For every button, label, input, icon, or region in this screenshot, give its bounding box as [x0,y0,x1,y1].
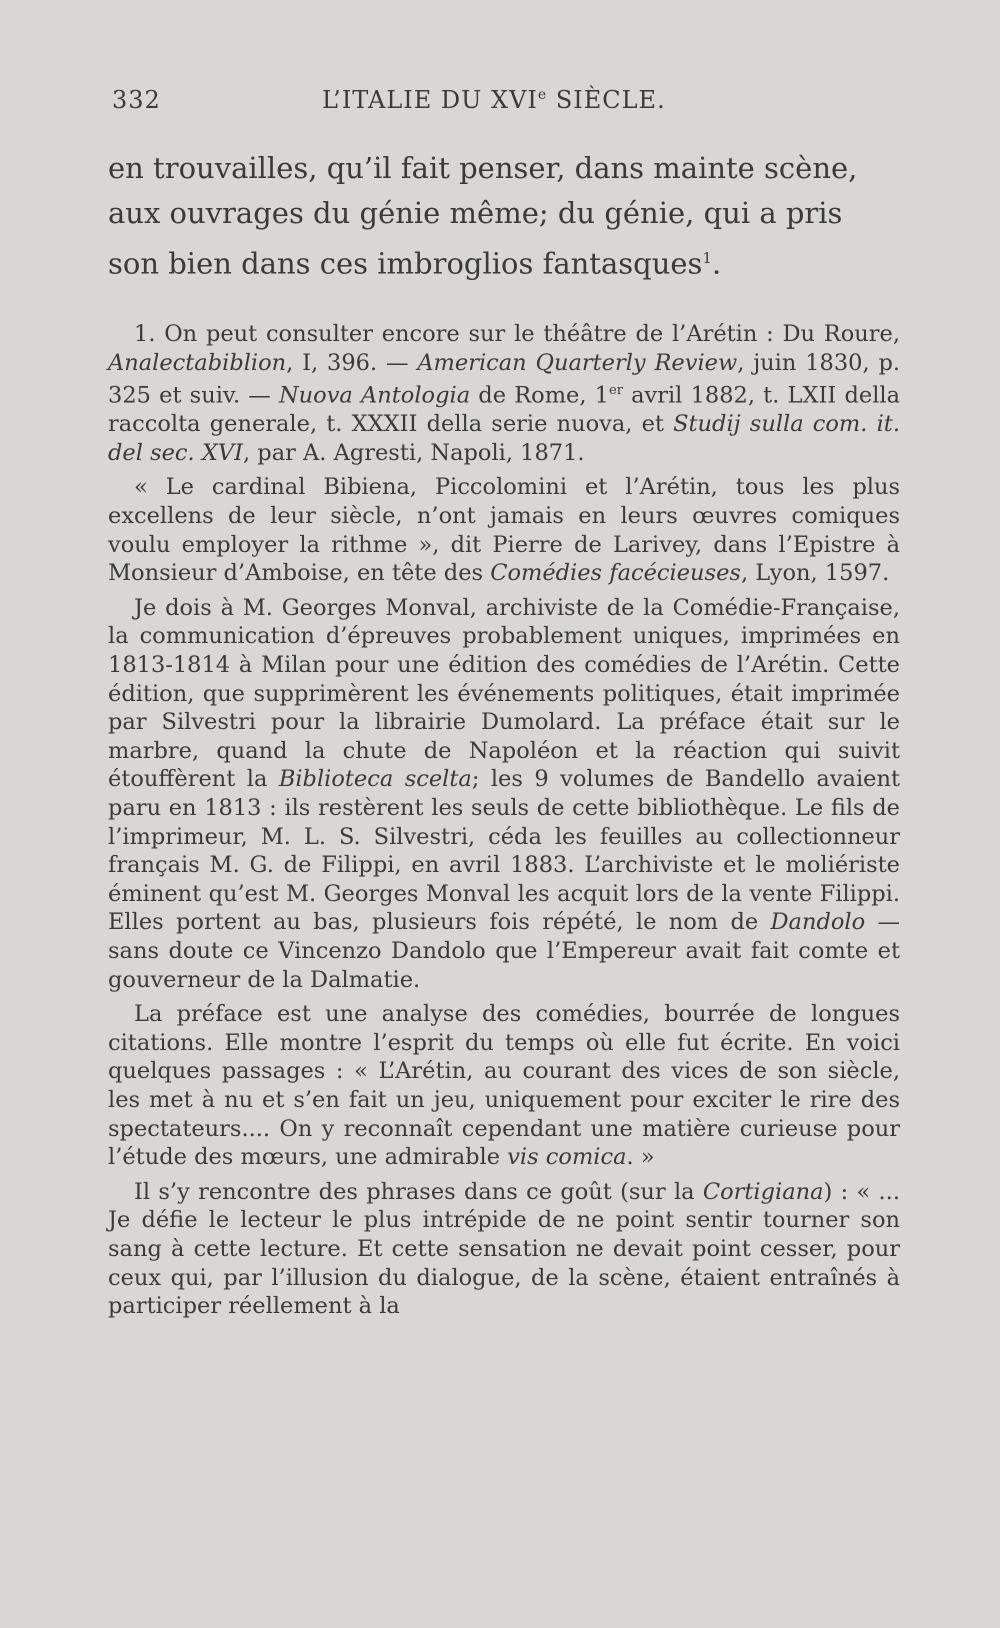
main-text-line: son bien dans ces imbroglios fantasques$^1$. [108,246,722,281]
note-paragraph-preface: La préface est une analyse des comédies, bourrée de longues citations. Elle montre l’esprit du temps où elle fut écrite. En voici quelques passages : « L’Arétin, au courant des vices de son siècle, les met à nu et s’en fait un jeu, uniquement pour exciter le rire des spectateurs.... On y reconnaît cependant une matière curieuse pour l’étude des mœurs, une admirable vis comica. » [108,1001,900,1171]
footnotes [108,320,900,1321]
main-text-line: en trouvailles, qu’il fait penser, dans mainte scène, [108,151,858,185]
page-number: 332 [112,86,161,114]
running-title: L’ITALIE DU XVIe SIÈCLE. [322,86,666,114]
footnote-ref: 1 [702,249,712,267]
main-text [108,146,900,287]
running-header [112,86,872,126]
note-paragraph-monval: Je dois à M. Georges Monval, archiviste de la Comédie-Française, la communication d’épreuves probablement uniques, imprimées en 1813-1814 à Milan pour une édition des comédies de l’Arétin. Cette édition, que supprimèrent les événements politiques, était imprimée par Silvestri pour la librairie Dumolard. La préface était sur le marbre, quand la chute de Napoléon et la réaction qui suivit étouffèrent la Biblioteca scelta; les 9 volumes de Bandello avaient paru en 1813 : ils restèrent les seuls de cette bibliothèque. Le fils de l’imprimeur, M. L. S. Silvestri, céda les feuilles au collectionneur français M. G. de Filippi, en avril 1883. L’archiviste et le moliériste éminent qu’est M. Georges Monval les acquit lors de la vente Filippi. Elles portent au bas, plusieurs fois répété, le nom de Dandolo — sans doute ce Vincenzo Dandolo que l’Empereur avait fait comte et gouverneur de la Dalmatie. [108,594,900,993]
note-paragraph-cortigiana: Il s’y rencontre des phrases dans ce goût (sur la Cortigiana) : « ... Je défie le lecteur le plus intrépide de ne point sentir tourner son sang à cette lecture. Et cette sensation ne devait point cesser, pour ceux qui, par l’illusion du dialogue, de la scène, étaient entraînés à participer réellement à la [108,1178,900,1320]
footnote-1: 1. On peut consulter encore sur le théâtre de l’Arétin : Du Roure, Analectabiblion, I, 396. — American Quarterly Review, juin 1830, p. 325 et suiv. — Nuova Antologia de Rome, 1er avril 1882, t. LXII della raccolta generale, t. XXXII della serie nuova, et Studij sulla com. it. del sec. XVI, par A. Agresti, Napoli, 1871. [108,321,901,466]
main-text-line: aux ouvrages du génie même; du génie, qui a pris [108,196,843,230]
note-paragraph-larivey: « Le cardinal Bibiena, Piccolomini et l’Arétin, tous les plus excellens de leur siècle, n’ont jamais en leurs œuvres comiques voulu employer la rithme », dit Pierre de Larivey, dans l’Epistre à Monsieur d’Amboise, en tête des Comédies facécieuses, Lyon, 1597. [108,474,900,587]
